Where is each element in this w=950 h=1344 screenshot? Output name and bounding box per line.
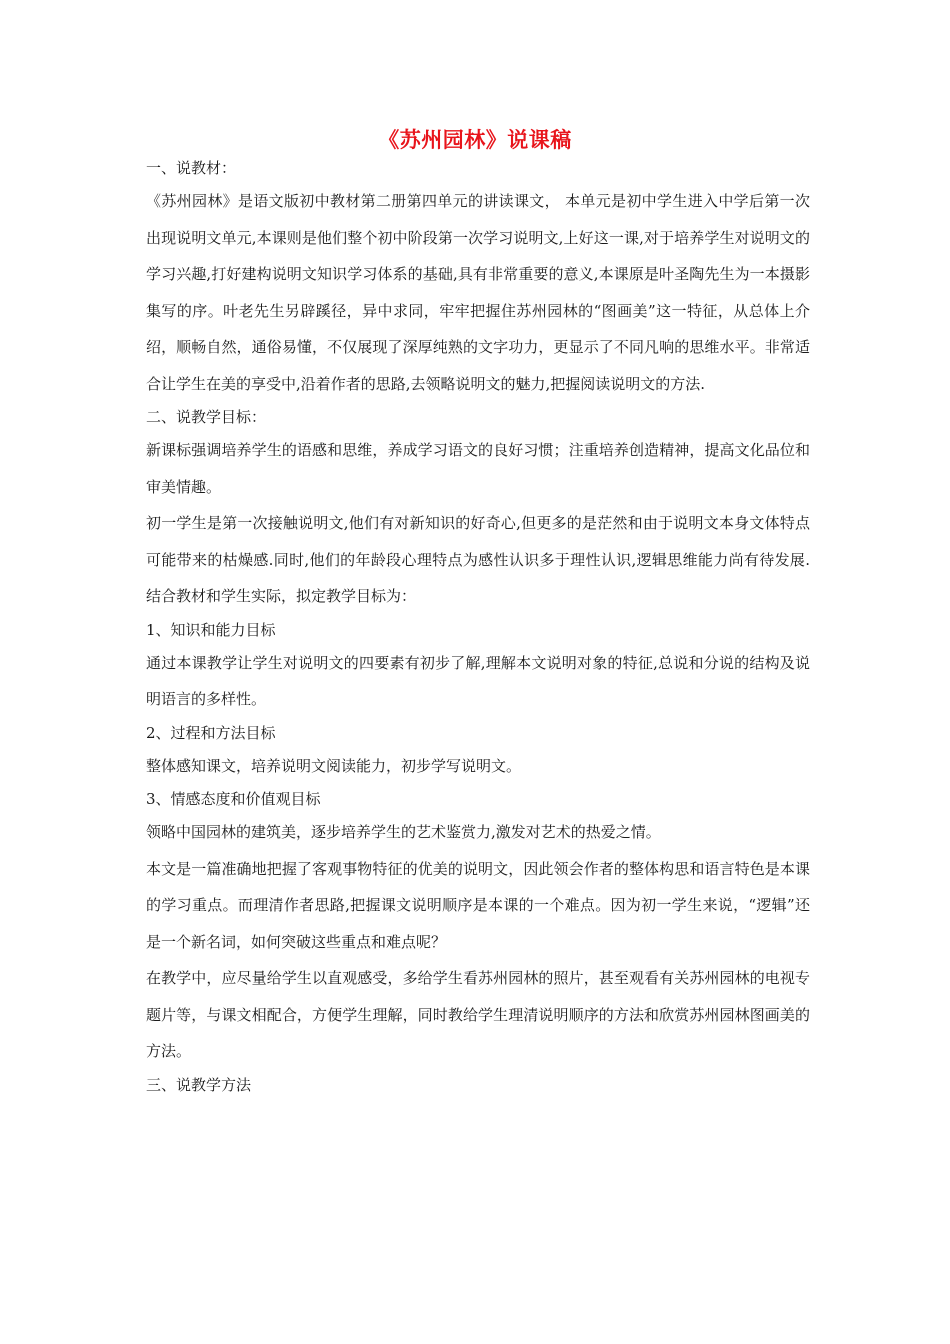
section-heading-objectives: 二、说教学目标： [146,408,267,426]
paragraph-student-analysis: 初一学生是第一次接触说明文,他们有对新知识的好奇心,但更多的是茫然和由于说明文本身文体特点可能带来的枯燥感.同时,他们的年龄段心理特点为感性认识多于理性认识,逻辑思维能力尚有待发展.结合教材和学生实际，拟定教学目标为： [146,514,810,605]
paragraph-process-method: 整体感知课文，培养说明文阅读能力，初步学写说明文。 [146,756,522,775]
paragraph-curriculum-standard: 新课标强调培养学生的语感和思维，养成学习语文的良好习惯；注重培养创造精神，提高文化品位和审美情趣。 [146,441,810,496]
paragraph-teaching-approach: 在教学中，应尽量给学生以直观感受，多给学生看苏州园林的照片，甚至观看有关苏州园林的电视专题片等，与课文相配合，方便学生理解，同时教给学生理清说明顺序的方法和欣赏苏州园林图画美的方法。 [146,969,810,1060]
section-heading-teaching-methods: 三、说教学方法 [146,1075,252,1094]
paragraph-key-difficult-points: 本文是一篇准确地把握了客观事物特征的优美的说明文，因此领会作者的整体构思和语言特色是本课的学习重点。而理清作者思路,把握课文说明顺序是本课的一个难点。因为初一学生来说，“逻辑”还是一个新名词，如何突破这些重点和难点呢？ [146,859,810,951]
section-heading-textbook: 一、说教材： [146,159,237,177]
subheading-process-method: 2、过程和方法目标 [146,723,276,742]
document-body [146,153,810,1100]
paragraph-knowledge-ability: 通过本课教学让学生对说明文的四要素有初步了解,理解本文说明对象的特征,总说和分说的结构及说明语言的多样性。 [146,653,810,708]
subheading-knowledge-ability: 1、知识和能力目标 [146,620,276,639]
paragraph-emotion-values: 领略中国园林的建筑美，逐步培养学生的艺术鉴赏力,激发对艺术的热爱之情。 [146,823,661,841]
subheading-emotion-values: 3、情感态度和价值观目标 [146,790,321,808]
document-title: 《苏州园林》说课稿 [378,128,572,152]
paragraph-textbook-intro: 《苏州园林》是语文版初中教材第二册第四单元的讲读课文， 本单元是初中学生进入中学后第一次出现说明文单元,本课则是他们整个初中阶段第一次学习说明文,上好这一课,对于培养学生对说明文的学习兴趣,打好建构说明文知识学习体系的基础,具有非常重要的意义,本课原是叶圣陶先生为一本摄影集写的序。叶老先生另辟蹊径，异中求同，牢牢把握住苏州园林的“图画美”这一特征，从总体上介绍，顺畅自然，通俗易懂，不仅展现了深厚纯熟的文字功力，更显示了不同凡响的思维水平。非常适合让学生在美的享受中,沿着作者的思路,去领略说明文的魅力,把握阅读说明文的方法. [146,192,810,393]
